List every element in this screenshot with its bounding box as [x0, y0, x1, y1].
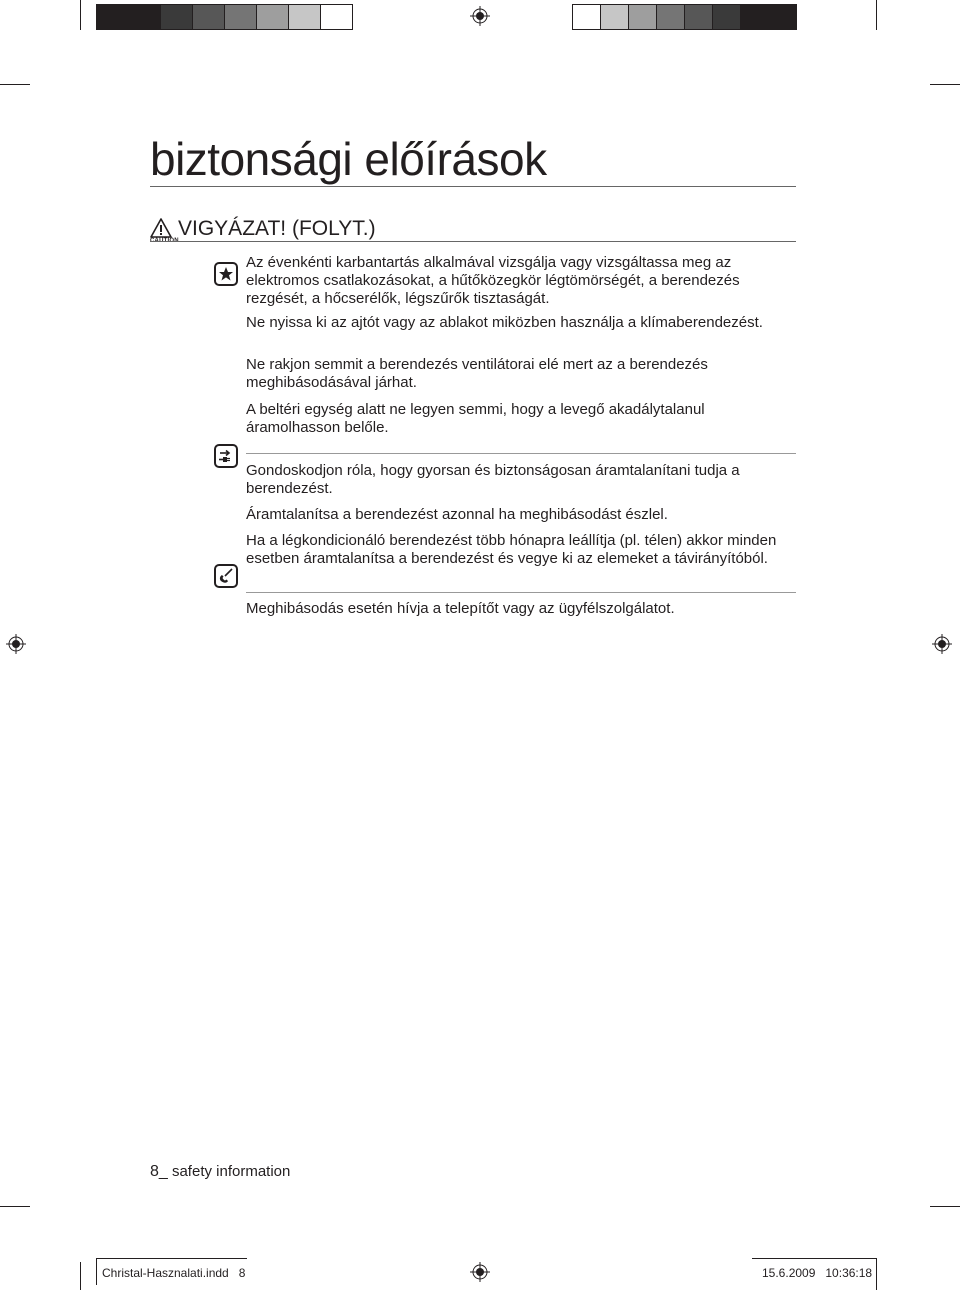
crop-mark: [0, 1206, 30, 1207]
swatch: [657, 5, 685, 29]
swatch: [225, 5, 257, 29]
crop-mark: [80, 0, 81, 30]
registration-mark-icon: [470, 6, 490, 26]
swatch: [601, 5, 629, 29]
instruction-indoor-unit: A beltéri egység alatt ne legyen semmi, hogy a levegő akadálytalanul áramolhasson belőle.: [246, 401, 705, 436]
instruction-disconnect: Gondoskodjon róla, hogy gyorsan és biztonságosan áramtalanítani tudja a berendezést.: [246, 462, 740, 497]
unplug-icon: [214, 444, 238, 468]
warning-triangle-icon: [150, 218, 172, 238]
swatch: [629, 5, 657, 29]
section-heading: VIGYÁZAT! (FOLYT.): [178, 217, 376, 240]
swatch: [685, 5, 713, 29]
crop-mark: [876, 0, 877, 30]
slug-timestamp: 15.6.2009 10:36:18: [762, 1266, 873, 1280]
swatch: [321, 5, 352, 29]
swatch: [573, 5, 601, 29]
phone-icon: [214, 564, 238, 588]
swatch: [741, 5, 769, 29]
swatch: [289, 5, 321, 29]
instruction-maintenance: Az évenkénti karbantartás alkalmával vizsgálja vagy vizsgáltassa meg az elektromos csatlakozásokat, a hűtőközegkör légtömörségét, a berendezés rezgését, a hőcserélők, légszűrők tisztaságát.: [246, 254, 740, 307]
swatch: [161, 5, 193, 29]
swatch: [769, 5, 796, 29]
crop-mark: [930, 1206, 960, 1207]
page-title: biztonsági előírások: [150, 133, 547, 185]
registration-mark-icon: [470, 1262, 490, 1282]
color-bar-left: [96, 4, 353, 30]
slug-filename: Christal-Hasznalati.indd 8: [102, 1266, 246, 1280]
crop-mark: [0, 84, 30, 85]
instruction-long-shutdown: Ha a légkondicionáló berendezést több hónapra leállítja (pl. télen) akkor minden esetben áramtalanítsa a berendezést és vegye ki az elemeket a távirányítóból.: [246, 532, 777, 567]
page-footer: [150, 1163, 290, 1181]
instruction-door-window: Ne nyissa ki az ajtót vagy az ablakot miközben használja a klímaberendezést.: [246, 314, 763, 331]
swatch: [713, 5, 741, 29]
page-number: 8_: [150, 1163, 168, 1180]
swatch: [193, 5, 225, 29]
registration-mark-icon: [932, 634, 952, 654]
section-rule: [150, 241, 796, 242]
crop-mark: [80, 1262, 81, 1290]
swatch: [257, 5, 289, 29]
instruction-call-service: Meghibásodás esetén hívja a telepítőt vagy az ügyfélszolgálatot.: [246, 600, 675, 617]
swatch: [97, 5, 129, 29]
instruction-fans: Ne rakjon semmit a berendezés ventilátorai elé mert az a berendezés meghibásodásával járhat.: [246, 356, 708, 391]
color-bar-right: [572, 4, 797, 30]
title-rule: [150, 186, 796, 187]
section-divider: [246, 453, 796, 454]
instruction-fault-unplug: Áramtalanítsa a berendezést azonnal ha meghibásodást észlel.: [246, 506, 668, 523]
swatch: [129, 5, 161, 29]
section-divider: [246, 592, 796, 593]
crop-mark: [930, 84, 960, 85]
footer-section-label: safety information: [167, 1163, 291, 1180]
star-icon: [214, 262, 238, 286]
registration-mark-icon: [6, 634, 26, 654]
